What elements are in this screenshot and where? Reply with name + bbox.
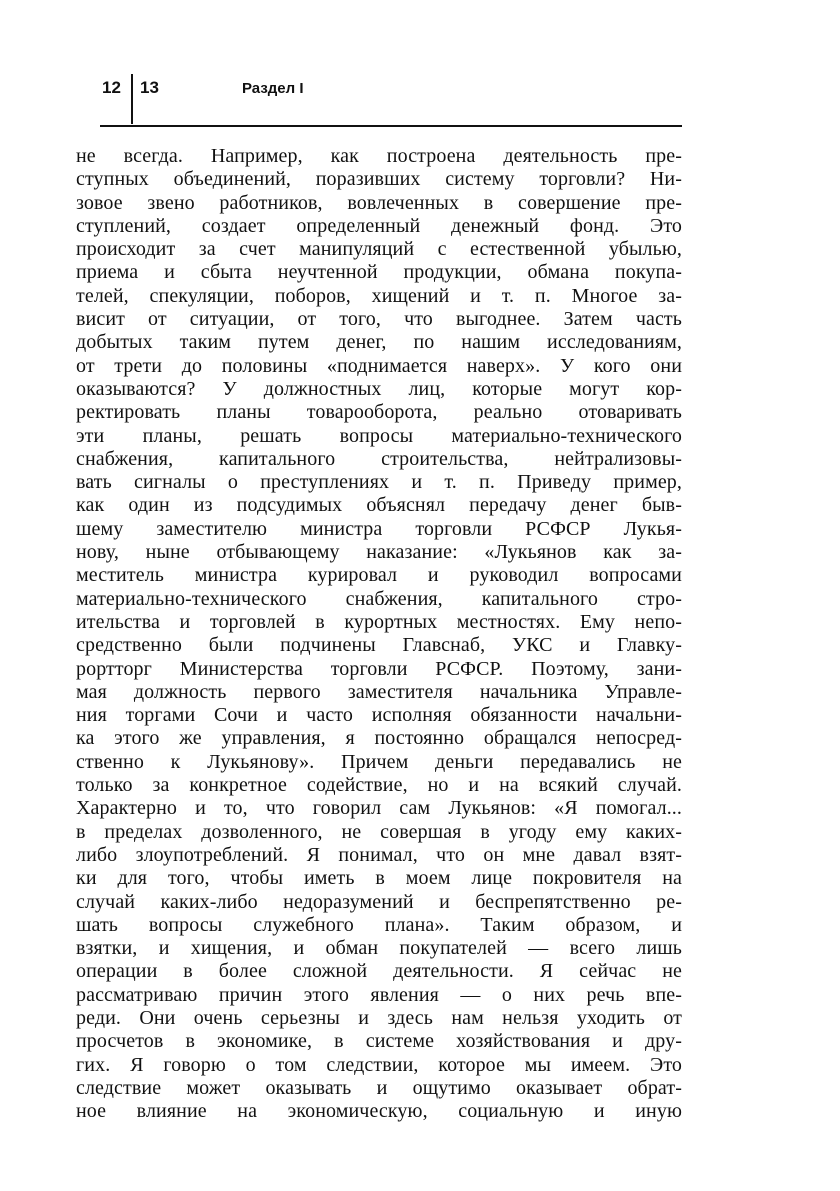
text-line: вать сигналы о преступлениях и т. п. Приведу пример, — [76, 471, 682, 494]
text-line: ка этого же управления, я постоянно обращался непосред- — [76, 727, 682, 750]
text-line: материально-технического снабжения, капитального стро- — [76, 587, 682, 610]
page-number-left: 12 — [102, 78, 121, 97]
text-line: нову, ныне отбывающему наказание: «Лукьянов как за- — [76, 541, 682, 564]
text-line: ректировать планы товарооборота, реально отоваривать — [76, 401, 682, 424]
running-head — [100, 74, 682, 126]
text-line: ное влияние на экономическую, социальную и иную — [76, 1100, 682, 1123]
text-line: ступных объединений, поразивших систему торговли? Ни- — [76, 168, 682, 191]
text-line: от трети до половины «поднимается наверх». У кого они — [76, 354, 682, 377]
text-line: рассматриваю причин этого явления — о них речь впе- — [76, 983, 682, 1006]
text-line: добытых таким путем денег, по нашим исследованиям, — [76, 331, 682, 354]
section-title: Раздел I — [242, 80, 304, 97]
text-line: приема и сбыта неучтенной продукции, обмана покупа- — [76, 261, 682, 284]
text-line: эти планы, решать вопросы материально-технического — [76, 424, 682, 447]
text-line: средственно были подчинены Главснаб, УКС и Главку- — [76, 634, 682, 657]
text-line: рортторг Министерства торговли РСФСР. Поэтому, зани- — [76, 657, 682, 680]
text-line: снабжения, капитального строительства, нейтрализовы- — [76, 447, 682, 470]
header-vertical-rule — [131, 74, 133, 124]
text-line: зовое звено работников, вовлеченных в совершение пре- — [76, 191, 682, 214]
text-line: следствие может оказывать и ощутимо оказывает обрат- — [76, 1076, 682, 1099]
text-line: телей, спекуляции, поборов, хищений и т. п. Многое за- — [76, 284, 682, 307]
text-line: ступлений, создает определенный денежный фонд. Это — [76, 214, 682, 237]
text-line: случай каких-либо недоразумений и беспрепятственно ре- — [76, 890, 682, 913]
text-line: ственно к Лукьянову». Причем деньги передавались не — [76, 750, 682, 773]
text-line: реди. Они очень серьезны и здесь нам нельзя уходить от — [76, 1006, 682, 1029]
text-line: меститель министра курировал и руководил вопросами — [76, 564, 682, 587]
text-line: гих. Я говорю о том следствии, которое мы имеем. Это — [76, 1053, 682, 1076]
header-horizontal-rule — [100, 125, 682, 127]
text-line: ки для того, чтобы иметь в моем лице покровителя на — [76, 867, 682, 890]
text-line: происходит за счет манипуляций с естественной убылью, — [76, 238, 682, 261]
text-line: либо злоупотреблений. Я понимал, что он мне давал взят- — [76, 843, 682, 866]
text-line: как один из подсудимых объяснял передачу денег быв- — [76, 494, 682, 517]
text-line: висит от ситуации, от того, что выгоднее. Затем часть — [76, 308, 682, 331]
body-text — [76, 145, 682, 1123]
text-line: оказываются? У должностных лиц, которые могут кор- — [76, 377, 682, 400]
text-line: взятки, и хищения, и обман покупателей — всего лишь — [76, 937, 682, 960]
text-line: мая должность первого заместителя начальника Управле- — [76, 680, 682, 703]
text-line: просчетов в экономике, в системе хозяйствования и дру- — [76, 1030, 682, 1053]
text-line: только за конкретное содействие, но и на всякий случай. — [76, 774, 682, 797]
text-line: в пределах дозволенного, не совершая в угоду ему каких- — [76, 820, 682, 843]
text-line: шать вопросы служебного плана». Таким образом, и — [76, 913, 682, 936]
text-line: ительства и торговлей в курортных местностях. Ему непо- — [76, 610, 682, 633]
page-number-right: 13 — [140, 78, 159, 97]
text-line: операции в более сложной деятельности. Я сейчас не — [76, 960, 682, 983]
text-line: шему заместителю министра торговли РСФСР Лукья- — [76, 517, 682, 540]
text-line: Характерно и то, что говорил сам Лукьянов: «Я помогал... — [76, 797, 682, 820]
text-line: не всегда. Например, как построена деятельность пре- — [76, 145, 682, 167]
text-line: ния торгами Сочи и часто исполняя обязанности начальни- — [76, 704, 682, 727]
